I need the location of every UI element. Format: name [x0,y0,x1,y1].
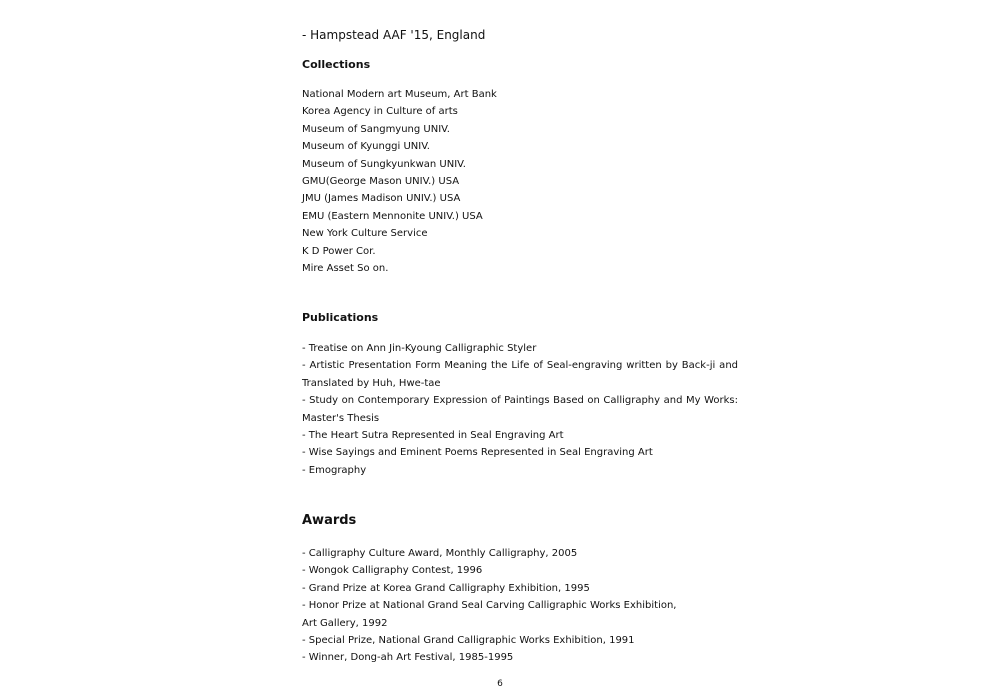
collection-item: K D Power Cor. [302,245,376,257]
award-item: - Grand Prize at Korea Grand Calligraphy Exhibition, 1995 [302,582,590,594]
publications-list [302,340,738,479]
collection-item: EMU (Eastern Mennonite UNIV.) USA [302,210,483,222]
collection-item: Museum of Sangmyung UNIV. [302,123,450,135]
collection-item: Museum of Kyunggi UNIV. [302,141,430,153]
collection-item: Korea Agency in Culture of arts [302,106,458,118]
exhibition-line: - Hampstead AAF '15, England [302,28,486,42]
award-item: - Honor Prize at National Grand Seal Carving Calligraphic Works Exhibition, [302,600,677,612]
collection-item: Mire Asset So on. [302,263,389,275]
awards-heading: Awards [302,513,357,528]
publication-item: - Emography [302,464,367,476]
award-item: Art Gallery, 1992 [302,617,388,629]
publication-item: - The Heart Sutra Represented in Seal Engraving Art [302,430,564,442]
collection-item: JMU (James Madison UNIV.) USA [302,193,461,205]
awards-list [302,545,738,667]
award-item: - Calligraphy Culture Award, Monthly Calligraphy, 2005 [302,548,578,559]
page-number: 6 [497,679,503,689]
publication-item: - Study on Contemporary Expression of Paintings Based on Calligraphy and My Works: Master's Thesis [302,395,738,424]
award-item: - Winner, Dong-ah Art Festival, 1985-1995 [302,652,514,664]
publications-heading: Publications [302,311,379,324]
collection-item: GMU(George Mason UNIV.) USA [302,176,460,188]
publication-item: - Artistic Presentation Form Meaning the Life of Seal-engraving written by Back-ji and Translated by Huh, Hwe-tae [302,360,738,389]
publication-item: - Wise Sayings and Eminent Poems Represented in Seal Engraving Art [302,447,653,459]
collections-heading: Collections [302,58,371,71]
publication-item: - Treatise on Ann Jin-Kyoung Calligraphic Styler [302,343,537,354]
collection-item: National Modern art Museum, Art Bank [302,89,497,100]
collection-item: Museum of Sungkyunkwan UNIV. [302,158,466,170]
collections-list [302,86,738,277]
award-item: - Special Prize, National Grand Calligraphic Works Exhibition, 1991 [302,635,635,647]
collection-item: New York Culture Service [302,228,428,240]
award-item: - Wongok Calligraphy Contest, 1996 [302,565,483,577]
